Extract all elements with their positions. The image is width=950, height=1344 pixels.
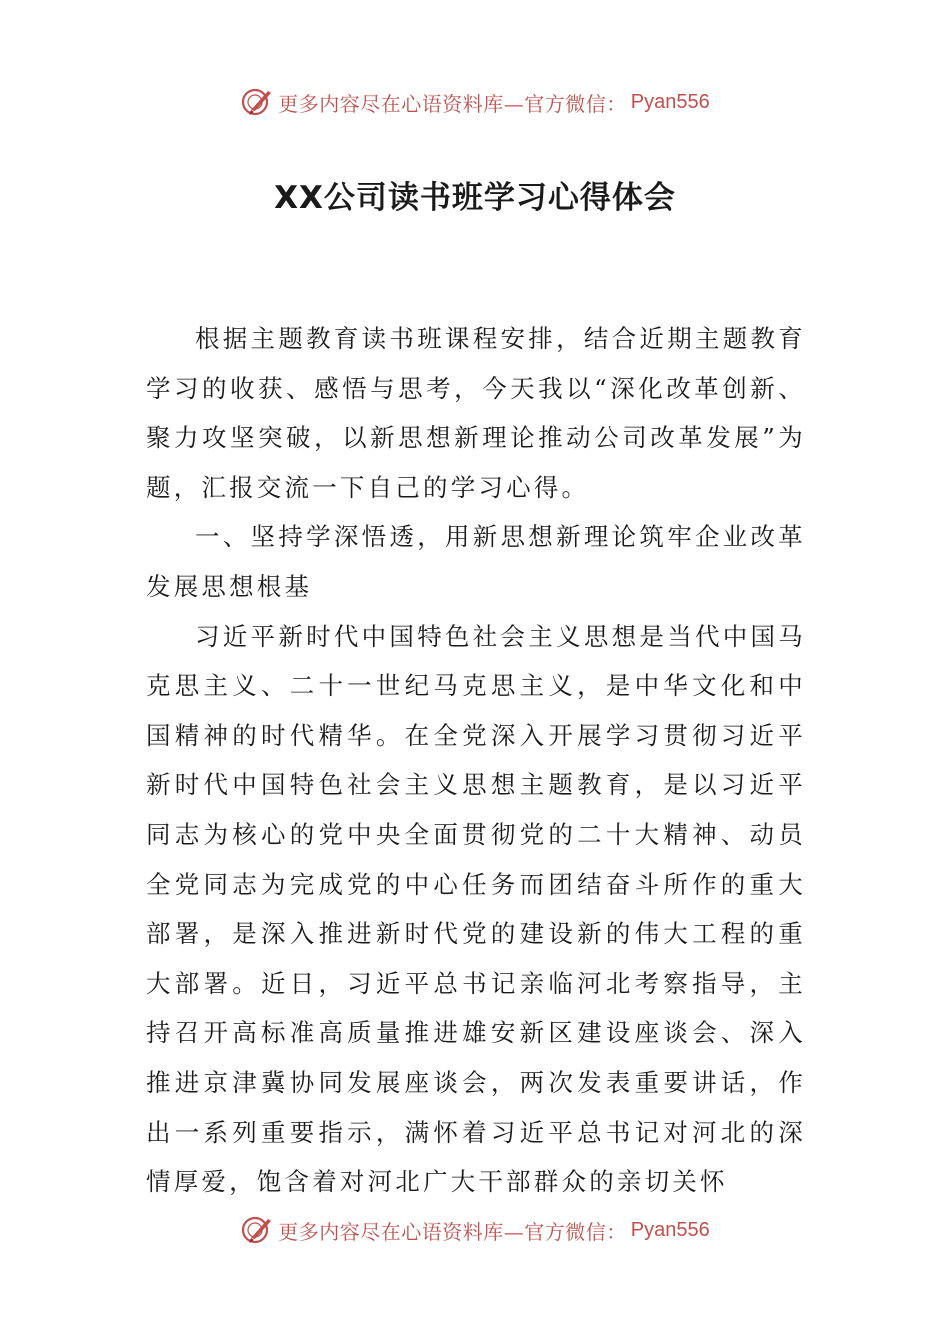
header-banner-text: 更多内容尽在心语资料库—官方微信： [278, 91, 627, 116]
footer-wechat-id: Pyan556 [630, 1218, 710, 1241]
paragraph-body: 习近平新时代中国特色社会主义思想是当代中国马克思主义、二十一世纪马克思主义，是中华文化和中国精神的时代精华。在全党深入开展学习贯彻习近平新时代中国特色社会主义思想主题教育，是以习近平同志为核心的党中央全面贯彻党的二十大精神、动员全党同志为完成党的中心任务而团结奋斗所作的重大部署，是深入推进新时代党的建设新的伟大工程的重大部署。近日，习近平总书记亲临河北考察指导，主持召开高标准高质量推进雄安新区建设座谈会、深入推进京津冀协同发展座谈会，两次发表重要讲话，作出一系列重要指示，满怀着习近平总书记对河北的深情厚爱，饱含着对河北广大干部群众的亲切关怀 [146, 621, 806, 1197]
paragraph-intro: 根据主题教育读书班课程安排，结合近期主题教育学习的收获、感悟与思考，今天我以“深化改革创新、聚力攻坚突破，以新思想新理论推动公司改革发展”为题，汇报交流一下自己的学习心得。 [146, 324, 806, 502]
quill-logo-icon [240, 1213, 274, 1247]
section-heading-1: 一、坚持学深悟透，用新思想新理论筑牢企业改革发展思想根基 [146, 522, 806, 601]
document-title: XX公司读书班学习心得体会 [274, 180, 676, 216]
footer-banner-text: 更多内容尽在心语资料库—官方微信： [278, 1219, 627, 1244]
quill-logo-icon [240, 85, 274, 119]
footer-banner [0, 1210, 950, 1250]
header-banner [0, 82, 950, 122]
header-wechat-id: Pyan556 [630, 90, 710, 113]
document-body [146, 314, 806, 1207]
